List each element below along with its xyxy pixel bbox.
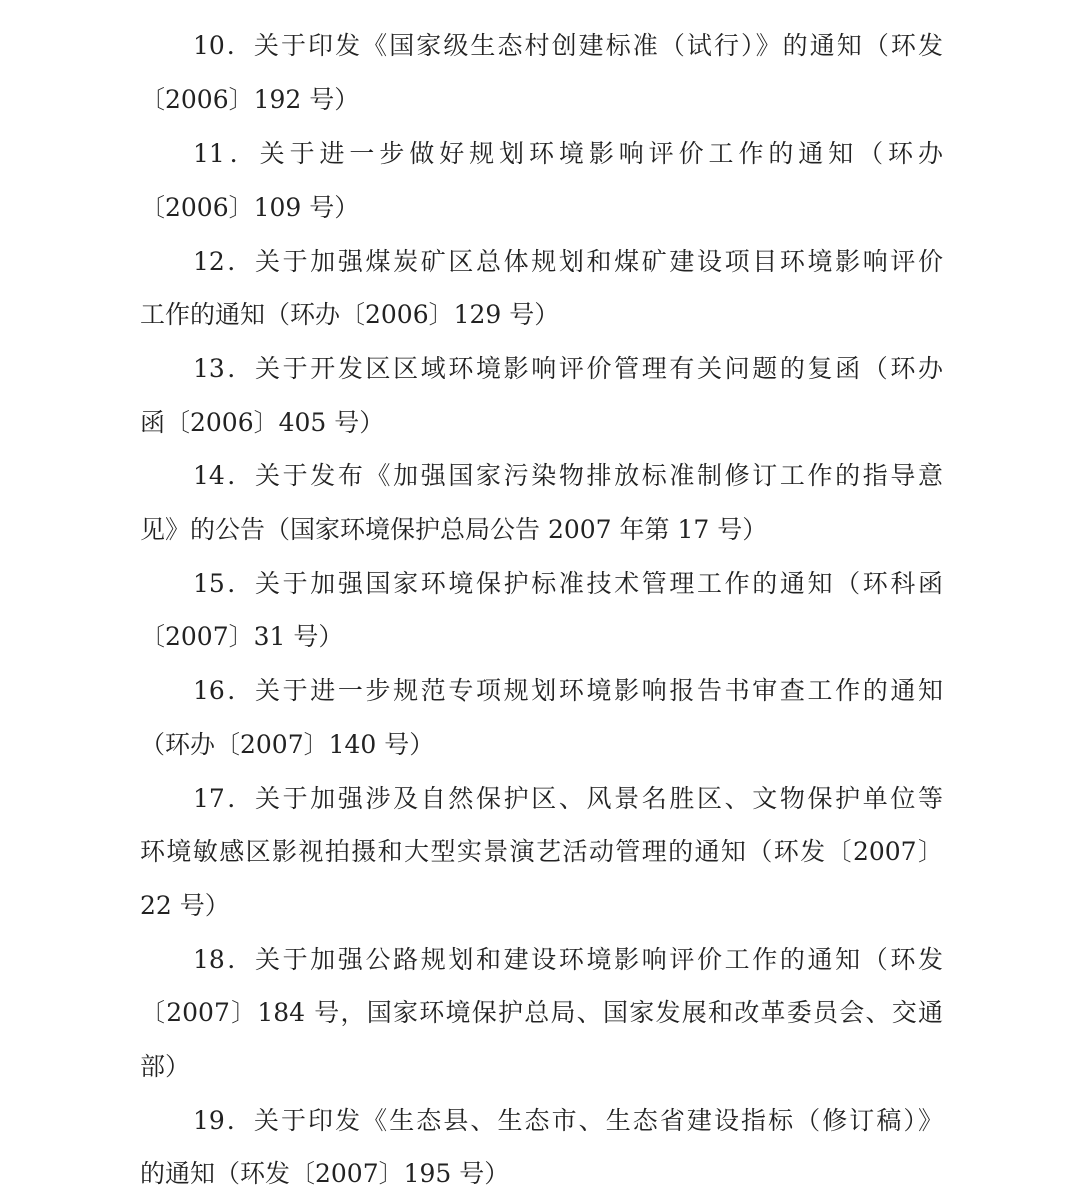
item-18-line-3: 部）: [140, 1052, 191, 1081]
item-18-line-2: 〔2007〕184 号，国家环境保护总局、国家发展和改革委员会、交通: [140, 998, 943, 1027]
item-13-line-2: 函〔2006〕405 号）: [140, 408, 385, 437]
item-16-line-2: （环办〔2007〕140 号）: [140, 730, 435, 759]
item-14-line-1: 14．关于发布《加强国家污染物排放标准制修订工作的指导意: [193, 461, 943, 490]
item-13-line-1: 13．关于开发区区域环境影响评价管理有关问题的复函（环办: [193, 354, 943, 383]
item-14-line-2: 见》的公告（国家环境保护总局公告 2007 年第 17 号）: [140, 515, 768, 544]
item-12-line-1: 12．关于加强煤炭矿区总体规划和煤矿建设项目环境影响评价: [193, 247, 943, 276]
item-18-line-1: 18．关于加强公路规划和建设环境影响评价工作的通知（环发: [193, 945, 943, 974]
item-10-line-2: 〔2006〕192 号）: [140, 85, 360, 114]
item-16-line-1: 16．关于进一步规范专项规划环境影响报告书审查工作的通知: [193, 676, 943, 705]
item-11-line-1: 11．关于进一步做好规划环境影响评价工作的通知（环办: [193, 139, 943, 168]
item-15-line-1: 15．关于加强国家环境保护标准技术管理工作的通知（环科函: [193, 569, 943, 598]
item-17-line-2: 环境敏感区影视拍摄和大型实景演艺活动管理的通知（环发〔2007〕: [140, 837, 943, 866]
item-17-line-1: 17．关于加强涉及自然保护区、风景名胜区、文物保护单位等: [193, 784, 943, 813]
item-17-line-3: 22 号）: [140, 891, 230, 920]
item-11-line-2: 〔2006〕109 号）: [140, 193, 360, 222]
item-19-line-1: 19．关于印发《生态县、生态市、生态省建设指标（修订稿）》: [193, 1106, 943, 1135]
item-15-line-2: 〔2007〕31 号）: [140, 622, 344, 651]
item-19-line-2: 的通知（环发〔2007〕195 号）: [140, 1159, 510, 1188]
item-10-line-1: 10．关于印发《国家级生态村创建标准（试行）》的通知（环发: [193, 31, 943, 60]
item-12-line-2: 工作的通知（环办〔2006〕129 号）: [140, 300, 560, 329]
